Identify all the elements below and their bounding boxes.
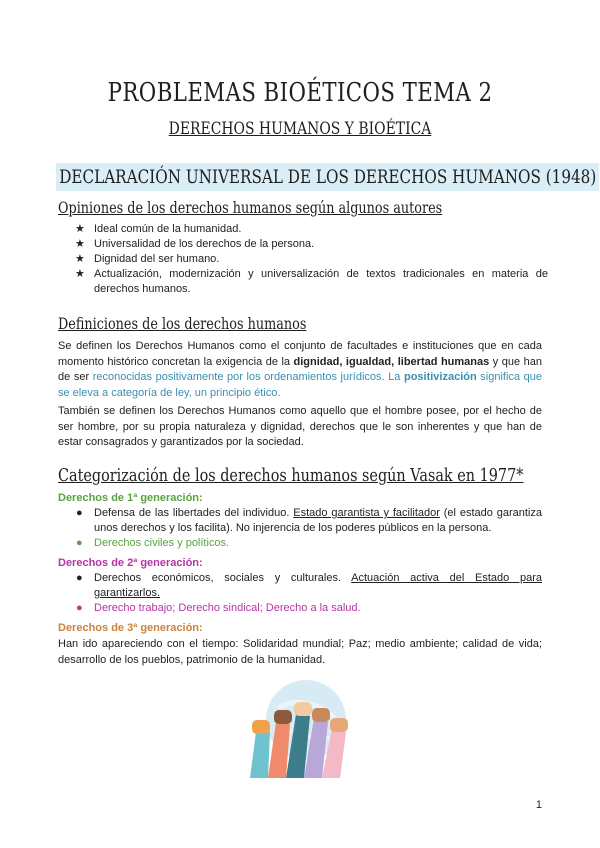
list-item: ★ Ideal común de la humanidad. bbox=[75, 223, 242, 235]
opinions-heading: Opiniones de los derechos humanos según algunos autores bbox=[58, 198, 443, 217]
list-item: ● Derecho trabajo; Derecho sindical; Derecho a la salud. bbox=[76, 602, 361, 614]
star-bullet-icon: ★ bbox=[75, 238, 85, 250]
document-subtitle: DERECHOS HUMANOS Y BIOÉTICA bbox=[168, 119, 432, 139]
list-item: ● Derechos civiles y políticos. bbox=[76, 537, 230, 549]
opinions-list bbox=[58, 222, 548, 297]
gen1-label: Derechos de 1ª generación: bbox=[58, 492, 203, 504]
star-bullet-icon: ★ bbox=[75, 268, 85, 280]
dot-bullet-icon: ● bbox=[76, 602, 83, 614]
dot-bullet-icon: ● bbox=[76, 537, 83, 549]
document-title: PROBLEMAS BIOÉTICOS TEMA 2 bbox=[107, 78, 493, 108]
list-item: ★ Universalidad de los derechos de la persona. bbox=[75, 238, 315, 250]
raised-fists-illustration bbox=[246, 678, 358, 778]
gen2-label: Derechos de 2ª generación: bbox=[58, 557, 203, 569]
list-item: ★ Actualización, modernización y universalización de textos tradicionales en materia de derechos humanos. bbox=[75, 268, 548, 295]
gen3-label: Derechos de 3ª generación: bbox=[58, 622, 203, 634]
gen2-list bbox=[58, 571, 542, 616]
gen3-paragraph: Han ido apareciendo con el tiempo: Solidaridad mundial; Paz; medio ambiente; calidad de vida; desarrollo de los pueblos, patrimonio de la humanidad. bbox=[58, 638, 542, 666]
list-item: ★ Dignidad del ser humano. bbox=[75, 253, 220, 265]
list-item: ● Derechos económicos, sociales y culturales. Actuación activa del Estado para garantizarlos. bbox=[76, 572, 542, 599]
definition-paragraph-1: Se definen los Derechos Humanos como el conjunto de facultades e instituciones que en cada momento histórico concretan la exigencia de la dignidad, igualdad, libertad humanas y que han de ser reconocidas positivamente por los ordenamientos jurídicos. La positivización significa que se eleva a categoría de ley, un principio ético. bbox=[58, 340, 542, 399]
definition-paragraph-2: También se definen los Derechos Humanos como aquello que el hombre posee, por el hecho de ser hombre, por su propia naturaleza y dignidad, derechos que le son inherentes y que han de estar consagrados y garantizados por la sociedad. bbox=[58, 405, 542, 448]
definitions-heading: Definiciones de los derechos humanos bbox=[58, 314, 307, 333]
gen1-list bbox=[58, 506, 542, 551]
dot-bullet-icon: ● bbox=[76, 572, 83, 584]
page-number: 1 bbox=[535, 799, 542, 811]
dot-bullet-icon: ● bbox=[76, 507, 83, 519]
section-heading-declaracion: DECLARACIÓN UNIVERSAL DE LOS DERECHOS HUMANOS (1948) bbox=[56, 163, 599, 191]
star-bullet-icon: ★ bbox=[75, 253, 85, 265]
list-item: ● Defensa de las libertades del individuo. Estado garantista y facilitador (el estado garantiza unos derechos y los facilita). No injerencia de los poderes públicos en la persona. bbox=[76, 507, 542, 534]
star-bullet-icon: ★ bbox=[75, 223, 85, 235]
categorization-heading: Categorización de los derechos humanos según Vasak en 1977* bbox=[58, 465, 524, 486]
